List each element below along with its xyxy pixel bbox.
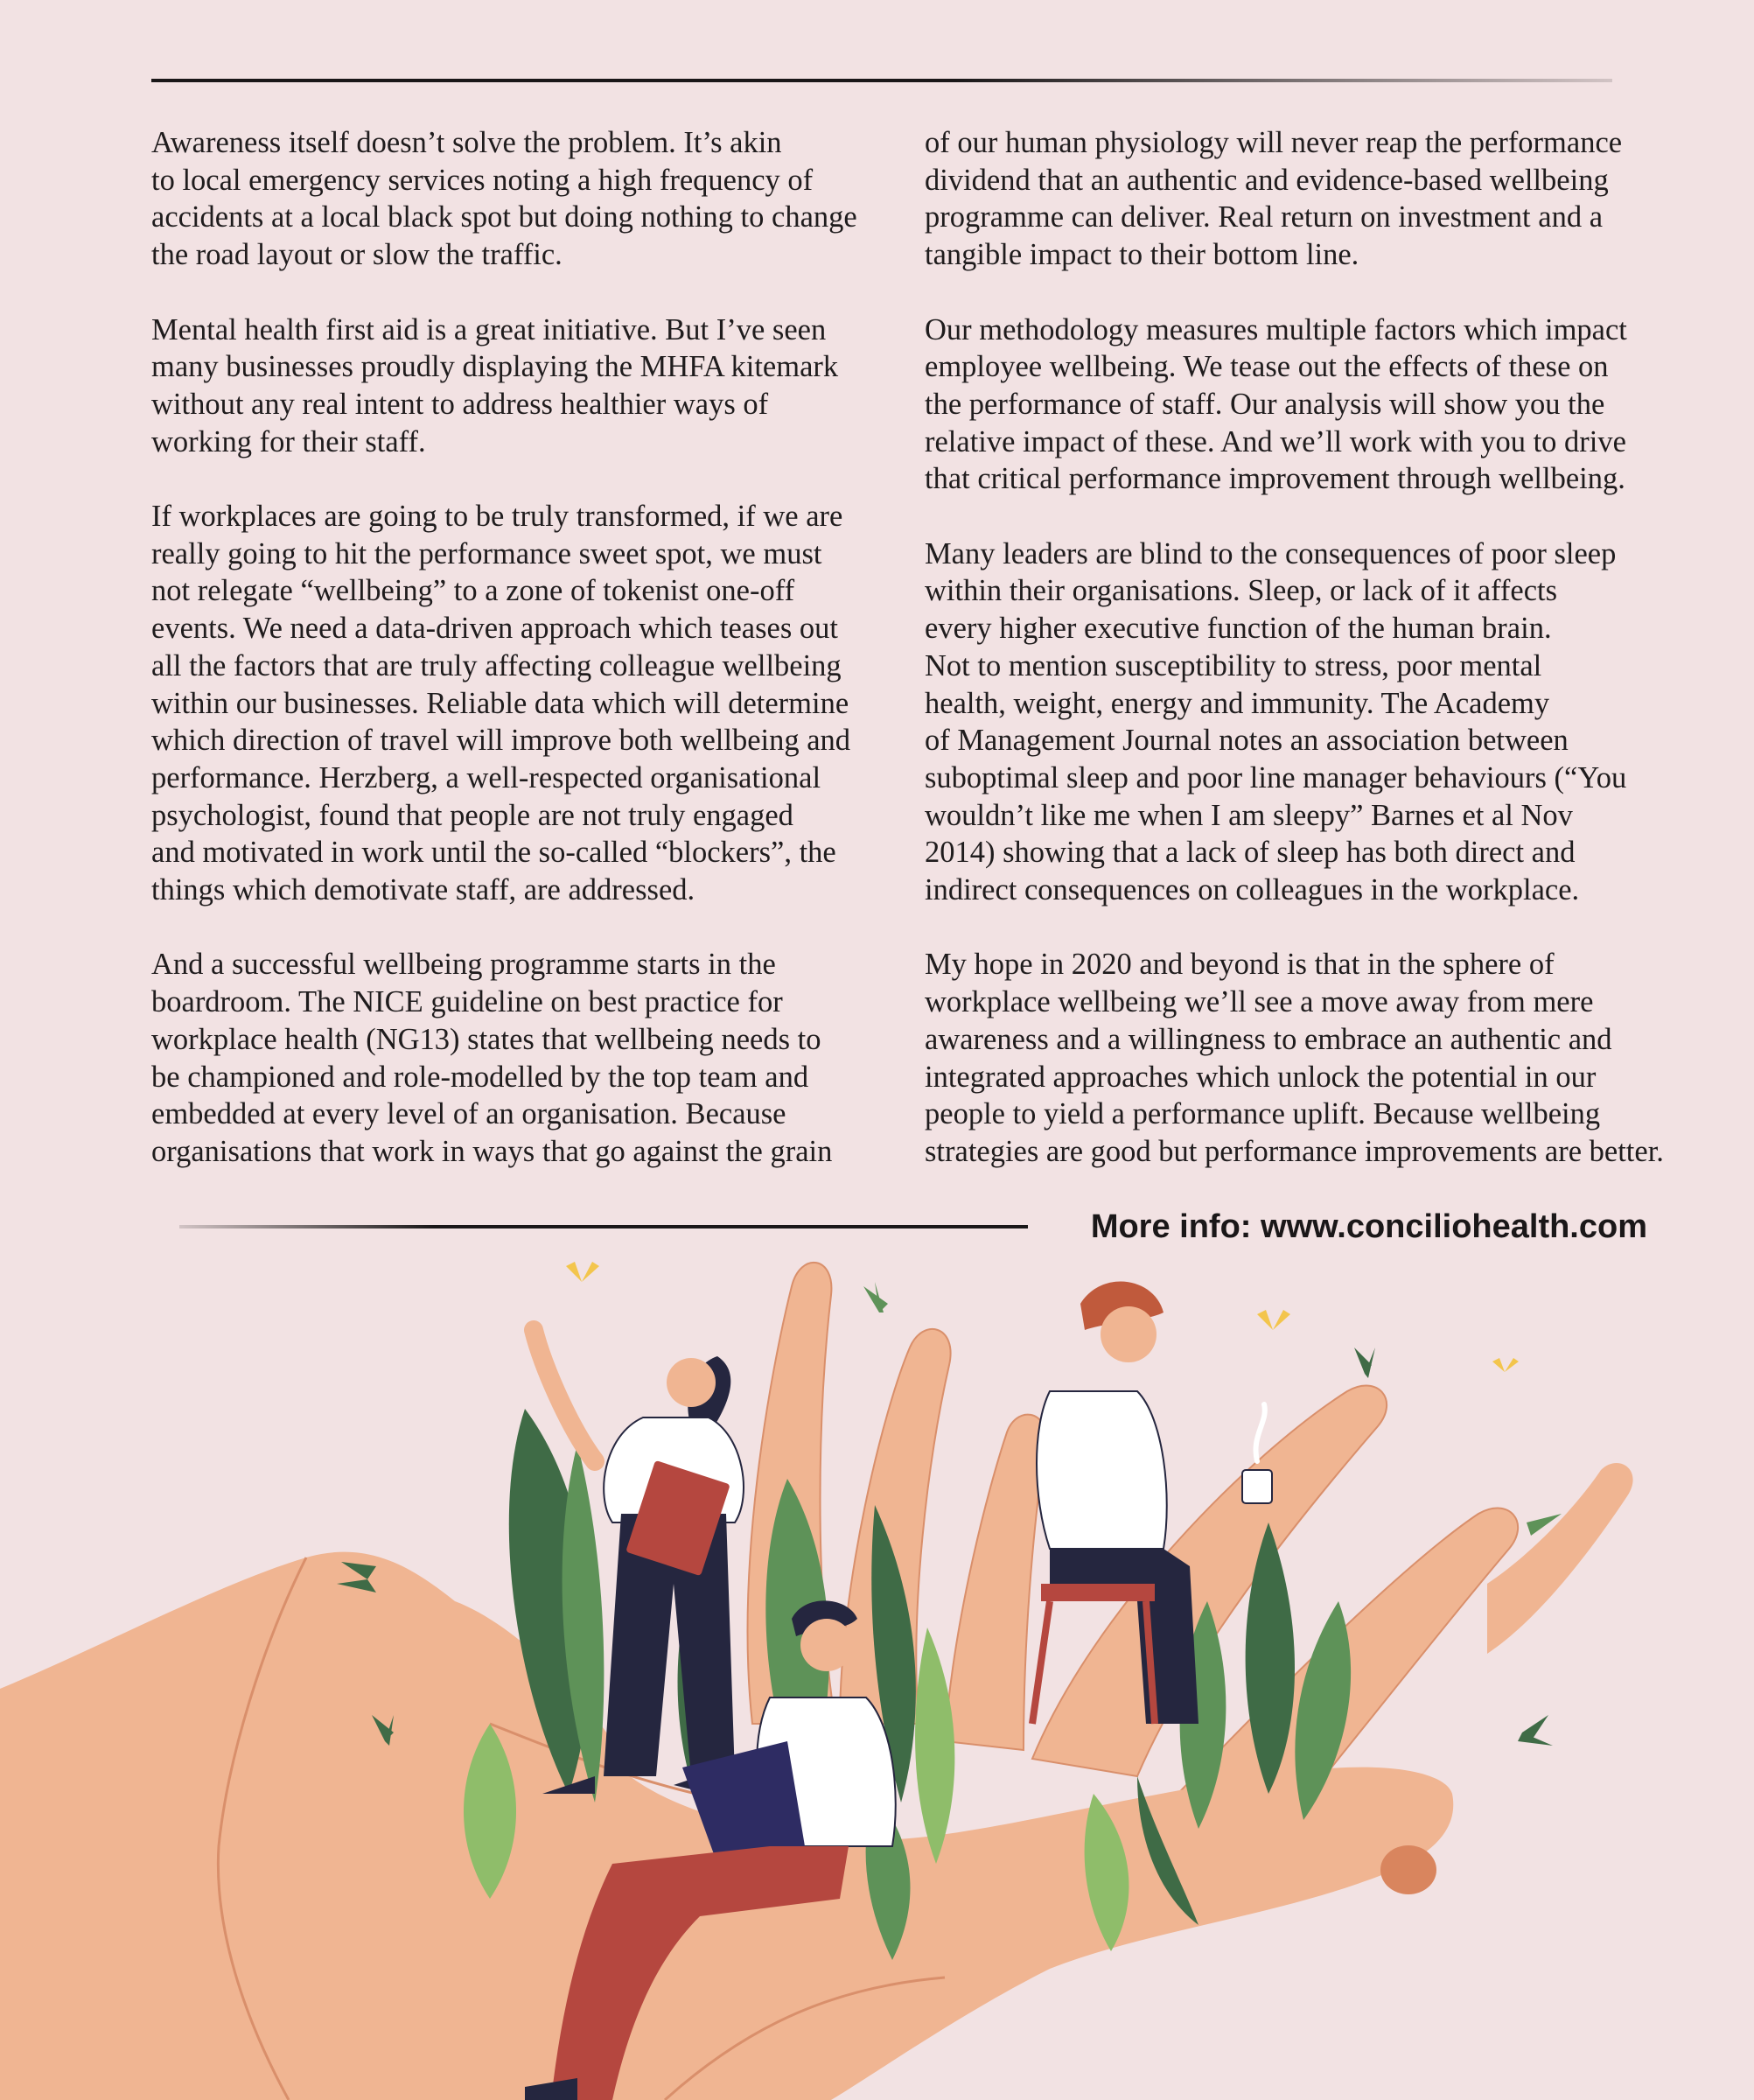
paragraph-boardroom: And a successful wellbeing programme starts in the boardroom. The NICE guideline on best practice for workplace health (NG13) states that wellbeing needs to be championed and role-modelled by the top team and embedded at every level of an organisation. Because organisations that work in ways that go against the grain [151,948,833,1168]
paragraph-methodology: Our methodology measures multiple factors which impact employee wellbeing. We tease out the effects of these on the performance of staff. Our analysis will show you the relative impact of these. And we’ll work with you to drive that critical performance improvement through wellbeing. [925,312,1627,496]
paragraph-awareness: Awareness itself doesn’t solve the problem. It’s akin to local emergency services noting a high frequency of accidents at a local black spot but doing nothing to change the road layout or slow the traffic. [151,126,857,272]
paragraph-physiology: of our human physiology will never reap the performance dividend that an authentic and evidence-based wellbeing programme can deliver. Real return on investment and a tangible impact to their bottom line. [925,126,1623,272]
top-divider [151,79,1612,82]
paragraph-hope-2020: My hope in 2020 and beyond is that in the sphere of workplace wellbeing we’ll see a move away from mere awareness and a willingness to embrace an authentic and integrated approaches which unlock the potential in our people to yield a performance uplift. Because wellbeing strategies are good but performance improvements are better. [925,948,1664,1168]
paragraph-workplaces-transformed: If workplaces are going to be truly transformed, if we are really going to hit the performance sweet spot, we must not relegate “wellbeing” to a zone of tokenist one-off events. We need a data-driven approach which teases out all the factors that are truly affecting colleague wellbeing within our businesses. Reliable data which will determine which direction of travel will improve both wellbeing and performance. Herzberg, a well-respected organisational psychologist, found that people are not truly engaged and motivated in work until the so-called “blockers”, the things which demotivate staff, are addressed. [151,500,851,907]
butterflies [566,1262,1519,1372]
article-column-right [925,124,1664,1208]
article-column-left [151,124,891,1208]
footer-divider [179,1225,1028,1228]
paragraph-mental-health-first-aid: Mental health first aid is a great initiative. But I’ve seen many businesses proudly displaying the MHFA kitemark without any real intent to address healthier ways of working for their staff. [151,312,839,458]
paragraph-sleep: Many leaders are blind to the consequences of poor sleep within their organisations. Sleep, or lack of it affects every higher executive function of the human brain. Not to mention susceptibility to stress, poor mental health, weight, energy and immunity. The Academy of Management Journal notes an association between suboptimal sleep and poor line manager behaviours (“You wouldn’t like me when I am sleepy” Barnes et al Nov 2014) showing that a lack of sleep has both direct and indirect consequences on colleagues in the workplace. [925,536,1627,907]
wellbeing-hands-illustration [0,1234,1754,2100]
more-info-link[interactable]: More info: www.conciliohealth.com [1090,1208,1647,1245]
